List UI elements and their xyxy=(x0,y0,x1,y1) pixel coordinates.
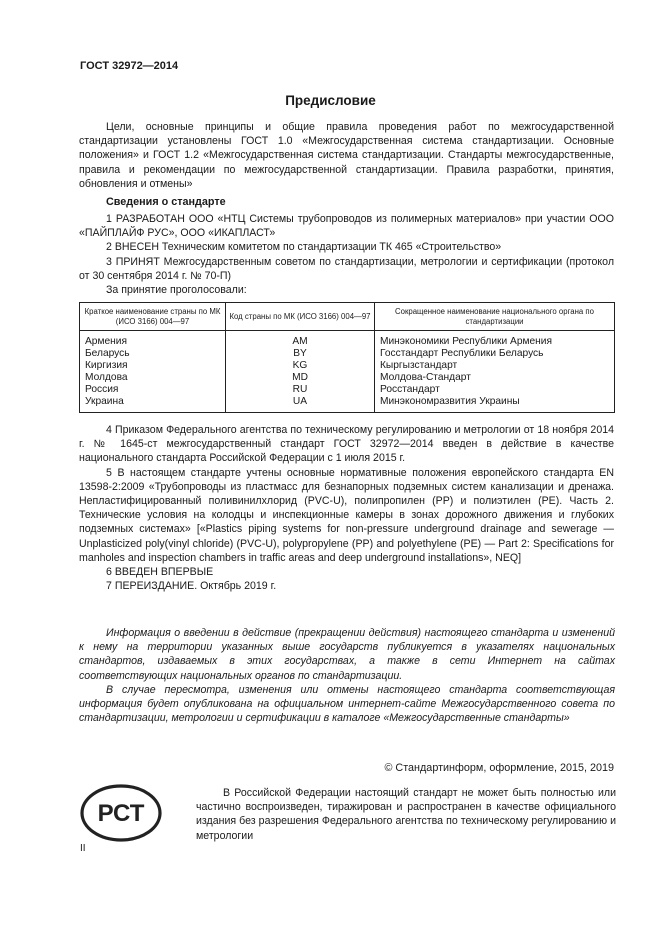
info-item-3: 3 ПРИНЯТ Межгосударственным советом по стандартизации, метрологии и сертификации (протокол от 30 сентября 2014 г. № 70-П) xyxy=(79,255,614,282)
body-cell: Госстандарт Республики Беларусь xyxy=(375,348,615,360)
country-cell: Украина xyxy=(80,396,226,413)
section-heading: Сведения о стандарте xyxy=(106,196,226,208)
info-note-1: Информация о введении в действие (прекращении действия) настоящего стандарта и изменений к нему на территории указанных выше государств публикуется в указателях национальных стандартов, издаваемых в этих государствах, а также в сети Интернет на сайтах соответствующих национальных органов по стандартизации. xyxy=(79,627,615,682)
table-header-row xyxy=(80,303,615,331)
column-header: Краткое наименование страны по МК (ИСО 3166) 004—97 xyxy=(80,303,226,331)
country-cell: Россия xyxy=(80,384,226,396)
table-row xyxy=(80,384,615,396)
reproduction-notice xyxy=(196,786,616,843)
copyright: © Стандартинформ, оформление, 2015, 2019 xyxy=(384,762,614,774)
column-header: Код страны по МК (ИСО 3166) 004—97 xyxy=(226,303,375,331)
preface-intro-block xyxy=(79,120,614,191)
info-item-6: 6 ВВЕДЕН ВПЕРВЫЕ xyxy=(106,566,214,579)
table-row xyxy=(80,372,615,384)
country-cell: Молдова xyxy=(80,372,226,384)
info-notes xyxy=(79,626,615,725)
table-row xyxy=(80,348,615,360)
country-cell: Беларусь xyxy=(80,348,226,360)
info-item-2: 2 ВНЕСЕН Техническим комитетом по стандартизации ТК 465 «Строительство» xyxy=(106,241,502,254)
standard-id-header: ГОСТ 32972—2014 xyxy=(80,60,179,72)
page-title: Предисловие xyxy=(285,93,376,108)
info-item-1: 1 РАЗРАБОТАН ООО «НТЦ Системы трубопроводов из полимерных материалов» при участии ООО «ПАЙПЛАЙФ РУС», ООО «ИКАПЛАСТ» xyxy=(79,213,614,240)
body-cell: Росстандарт xyxy=(375,384,615,396)
table-row xyxy=(80,331,615,349)
info-item-5: 5 В настоящем стандарте учтены основные нормативные положения европейского стандарта EN 13598-2:2009 «Трубопроводы из пластмасс для безнапорных подземных систем канализации и дренажа. Непластифицированный поливинилхлорид (PVC-U), полипропилен (PP) и полиэтилен (PE). Часть 2. Технические условия на колодцы и инспекционные камеры в зонах дорожного движения и глубоких подземных системах» [«Plastics piping systems for non-pressure underground drainage and sewerage — Unplasticized poly(vinyl chloride) (PVC-U), polypropylene (PP) and polyethylene (PE) — Part 2: Specifications for manholes and inspection chambers in traffic areas and deep underground installations», NEQ] xyxy=(79,466,614,564)
code-cell: BY xyxy=(226,348,375,360)
body-cell: Минэкономразвития Украины xyxy=(375,396,615,413)
info-item-7: 7 ПЕРЕИЗДАНИЕ. Октябрь 2019 г. xyxy=(106,580,277,593)
standard-info-items-continued xyxy=(79,423,614,593)
country-cell: Армения xyxy=(80,331,226,349)
info-item-4: 4 Приказом Федерального агентства по техническому регулированию и метрологии от 18 ноября 2014 г. № 1645-ст межгосударственный стандарт ГОСТ 32972—2014 введен в действие в качестве национального стандарта Российской Федерации с 1 июля 2015 г. xyxy=(79,424,614,465)
table-row xyxy=(80,396,615,413)
code-cell: UA xyxy=(226,396,375,413)
code-cell: RU xyxy=(226,384,375,396)
info-note-2: В случае пересмотра, изменения или отмены настоящего стандарта соответствующая информация будет опубликована на официальном интернет-сайте Межгосударственного совета по стандартизации, метрологии и сертификации в каталоге «Межгосударственные стандарты» xyxy=(79,683,615,725)
country-cell: Киргизия xyxy=(80,360,226,372)
table-row xyxy=(80,360,615,372)
votes-table xyxy=(79,302,615,413)
standard-info-items xyxy=(79,212,614,297)
body-cell: Молдова-Стандарт xyxy=(375,372,615,384)
preface-intro: Цели, основные принципы и общие правила проведения работ по межгосударственной стандартизации установлены ГОСТ 1.0 «Межгосударственная система стандартизации. Основные положения» и ГОСТ 1.2 «Межгосударственная система стандартизации. Стандарты межгосударственные, правила и рекомендации по межгосударственной стандартизации. Правила разработки, принятия, обновления и отмены» xyxy=(79,121,614,190)
body-cell: Кыргызстандарт xyxy=(375,360,615,372)
notice-text: В Российской Федерации настоящий стандарт не может быть полностью или частично воспроизведен, тиражирован и распространен в качестве официального издания без разрешения Федерального агентства по техническому регулированию и метрологии xyxy=(196,787,616,842)
column-header: Сокращенное наименование национального органа по стандартизации xyxy=(375,303,615,331)
code-cell: AM xyxy=(226,331,375,349)
code-cell: KG xyxy=(226,360,375,372)
page-number: II xyxy=(80,843,86,854)
code-cell: MD xyxy=(226,372,375,384)
vote-intro: За принятие проголосовали: xyxy=(106,284,247,297)
body-cell: Минэкономики Республики Армения xyxy=(375,331,615,349)
rst-logo xyxy=(80,784,162,842)
logo-text: РСТ xyxy=(97,800,145,827)
